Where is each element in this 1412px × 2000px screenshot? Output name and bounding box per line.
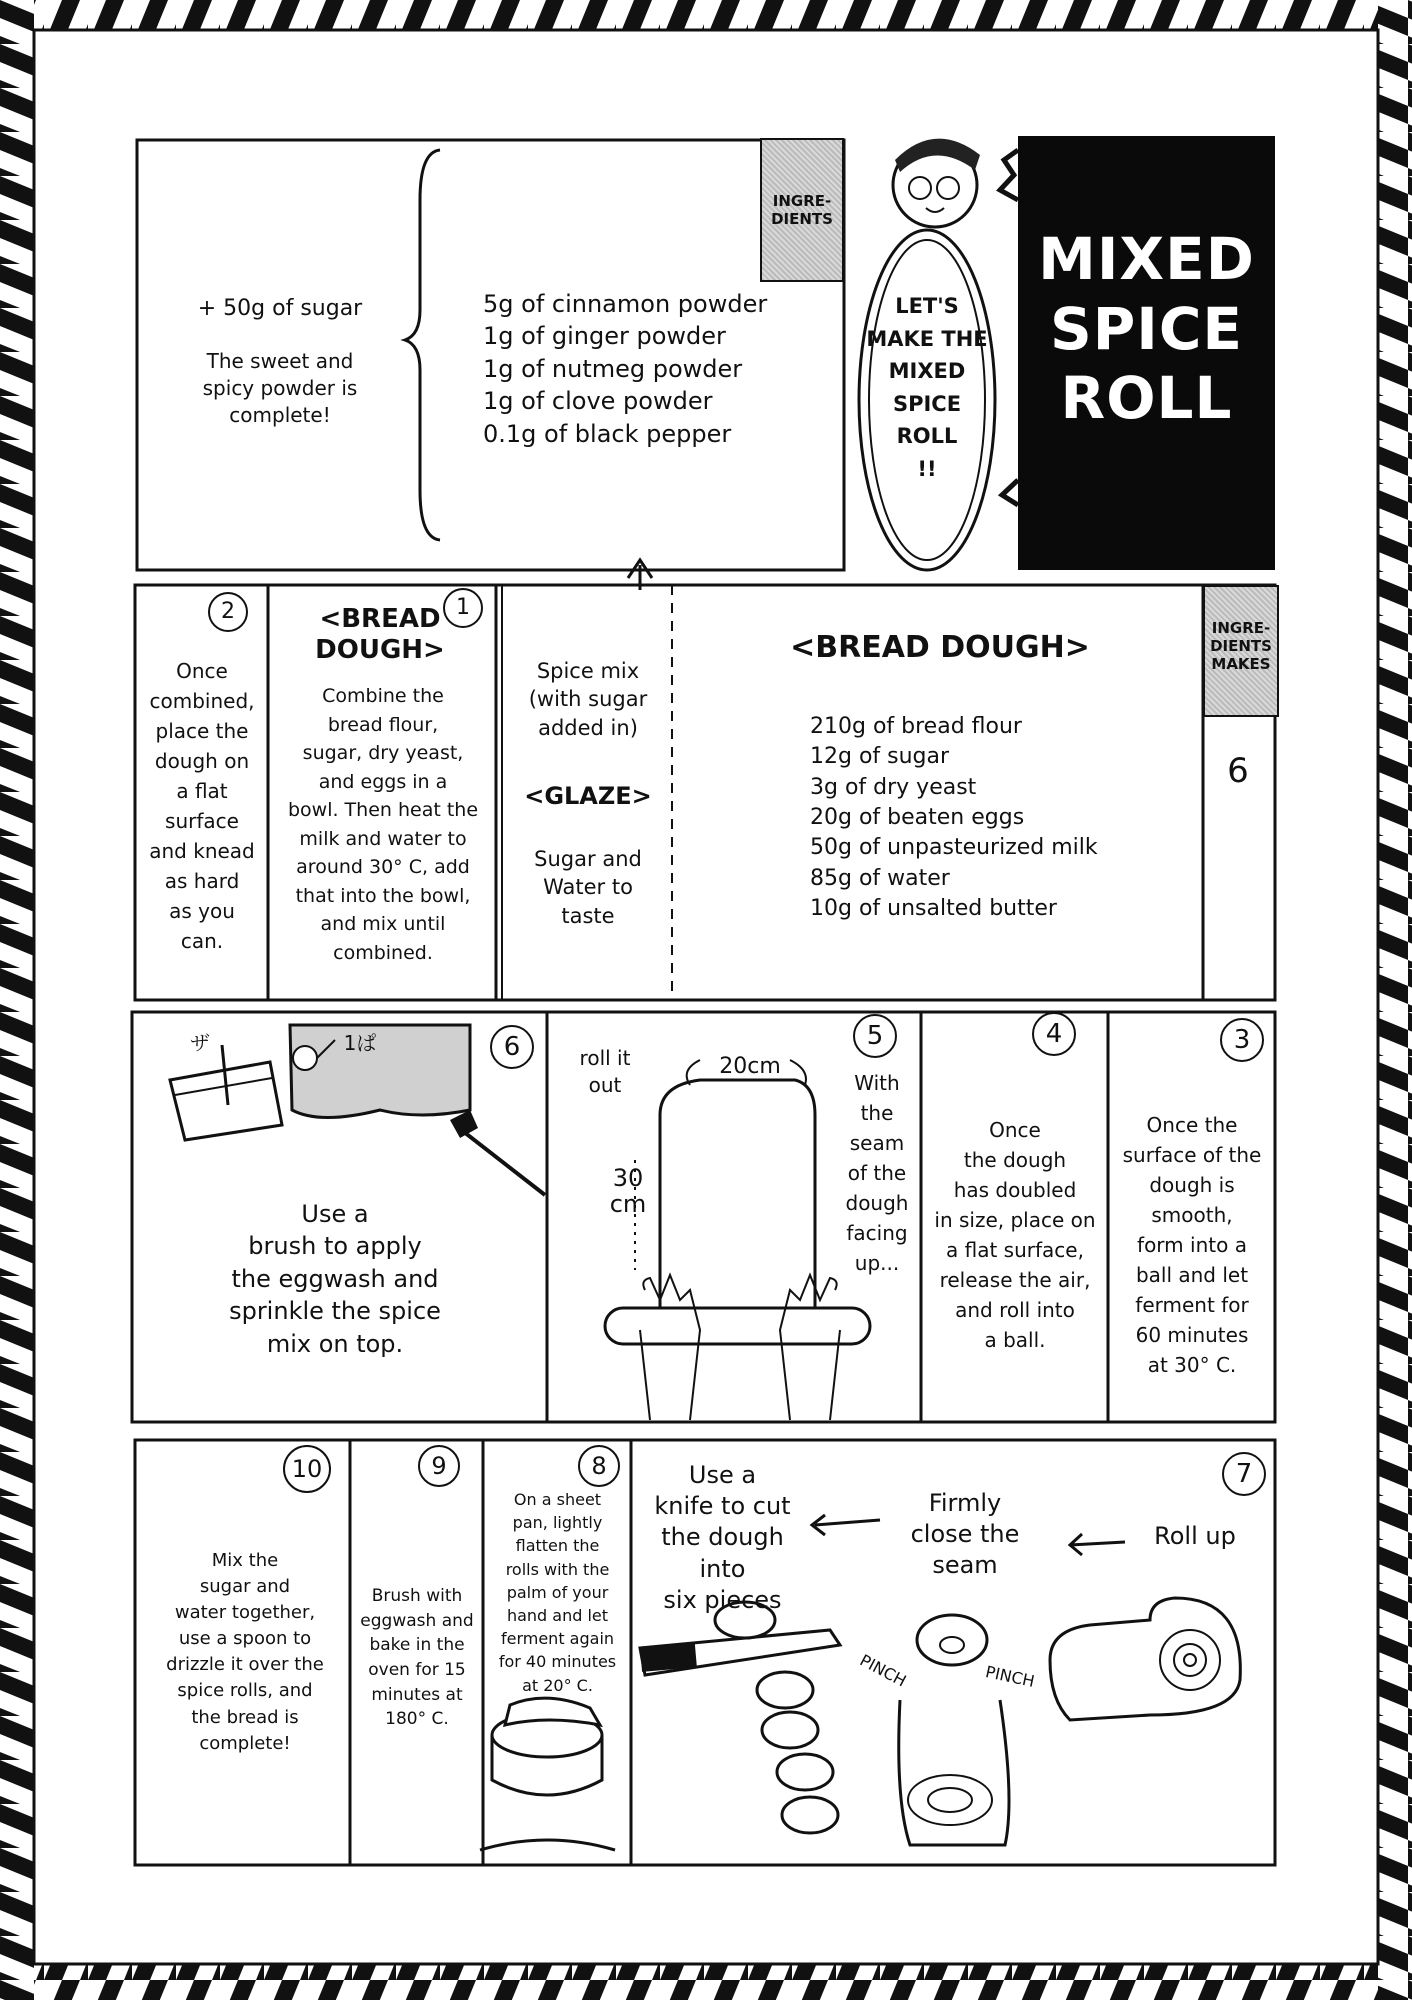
spice-list (483, 288, 768, 450)
spice-item: 0.1g of black pepper (483, 419, 732, 448)
makes-tag-label: INGRE- DIENTS MAKES (1210, 619, 1272, 673)
title-line-3: ROLL (1060, 364, 1233, 433)
step-number-1: 1 (443, 588, 483, 628)
step-number-3: 3 (1220, 1018, 1264, 1062)
step-number-8: 8 (578, 1445, 620, 1487)
spice-item: 1g of ginger powder (483, 322, 726, 351)
step-number-2: 2 (208, 592, 248, 632)
height-30cm-label: 30 cm (609, 1164, 647, 1219)
spice-item: 1g of nutmeg powder (483, 354, 743, 383)
step-10-text: Mix the sugar and water together, use a spoon to drizzle it over the spice rolls, and the bread is complete! (166, 1550, 324, 1754)
flatten-rolls-illustration (480, 1698, 615, 1850)
step-4-text: Once the dough has doubled in size, place on a flat surface, release the air, and roll into a ball. (934, 1118, 1096, 1352)
step-1-heading: <BREAD DOUGH> (315, 604, 445, 666)
step-2-text: Once combined, place the dough on a flat surface and knead as hard as you can. (149, 659, 255, 953)
glaze-label: Sugar and Water to taste (534, 847, 642, 928)
step-number-10: 10 (283, 1445, 331, 1493)
dough-item: 3g of dry yeast (810, 774, 977, 800)
step-6-text: Use a brush to apply the eggwash and sprinkle the spice mix on top. (229, 1200, 441, 1358)
step-1-text: Combine the bread flour, sugar, dry yeast, and eggs in a bowl. Then heat the milk and water to around 30° C, add that into the bowl, and mix until combined. (287, 685, 479, 964)
step-number-7: 7 (1222, 1452, 1266, 1496)
roll-it-out-label: roll it out (579, 1046, 631, 1097)
dough-item: 210g of bread flour (810, 714, 1022, 739)
glaze-heading: <GLAZE> (524, 782, 652, 810)
spice-complete-text: The sweet and spicy powder is complete! (202, 349, 358, 427)
pinch-label-right: PINCH (983, 1662, 1037, 1691)
dough-item: 12g of sugar (810, 744, 950, 770)
step-3-text: Once the surface of the dough is smooth, form into a ball and let ferment for 60 minutes at 30° C. (1122, 1113, 1262, 1377)
step-5-text: With the seam of the dough facing up... (845, 1071, 909, 1275)
spice-mix-label: Spice mix (with sugar added in) (528, 659, 648, 740)
close-seam-label: Firmly close the seam (910, 1489, 1020, 1580)
step-number-6: 6 (490, 1025, 534, 1069)
sfx-za: ザ (190, 1031, 210, 1055)
step-number-9: 9 (418, 1445, 460, 1487)
title-line-2: SPICE (1049, 294, 1244, 363)
dough-item: 85g of water (810, 865, 950, 891)
spice-item: 1g of clove powder (483, 387, 713, 416)
sugar-addition: + 50g of sugar (197, 296, 363, 321)
step-number-5: 5 (853, 1014, 897, 1058)
spice-item: 5g of cinnamon powder (483, 290, 768, 318)
makes-tag (1203, 585, 1279, 717)
ingredients-tag-label: INGRE- DIENTS (771, 192, 833, 228)
ingredients-tag (760, 138, 844, 282)
dough-item: 10g of unsalted butter (810, 896, 1057, 922)
roll-up-label: Roll up (1154, 1522, 1236, 1550)
step-8-text: On a sheet pan, lightly flatten the rolls with the palm of your hand and let ferment again for 40 minutes at 20° C. (498, 1490, 617, 1695)
title-block (1018, 225, 1275, 434)
pinch-label-left: PINCH (856, 1650, 910, 1691)
speech-bubble-text: LET'S MAKE THE MIXED SPICE ROLL !! (866, 294, 988, 481)
cut-label: Use a knife to cut the dough into six pieces (654, 1461, 791, 1614)
bread-dough-list (810, 712, 1140, 925)
dough-item: 50g of unpasteurized milk (810, 835, 1098, 861)
step-9-text: Brush with eggwash and bake in the oven for 15 minutes at 180° C. (360, 1586, 474, 1730)
sfx-pa: 1ぱ (343, 1031, 377, 1055)
dough-item: 20g of beaten eggs (810, 805, 1025, 831)
makes-count: 6 (1215, 748, 1261, 794)
step-number-4: 4 (1032, 1012, 1076, 1056)
rolling-pin-illustration (605, 1060, 870, 1420)
title-line-1: MIXED (1038, 225, 1255, 293)
bread-dough-heading: <BREAD DOUGH> (790, 630, 1090, 665)
width-20cm-label: 20cm (719, 1054, 781, 1079)
